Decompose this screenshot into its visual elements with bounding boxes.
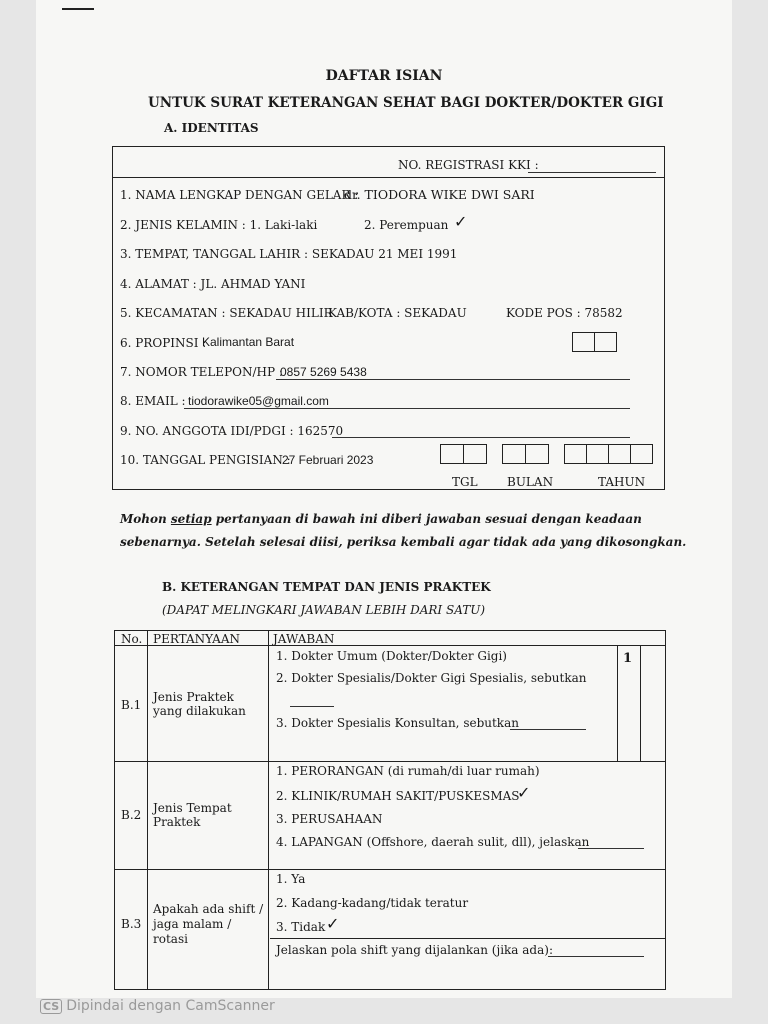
b1-answer-1[interactable]: 1. Dokter Umum (Dokter/Dokter Gigi) <box>276 649 507 663</box>
email-label: 8. EMAIL : <box>120 394 186 408</box>
b3-answer-explain[interactable]: Jelaskan pola shift yang dijalankan (jika ada): <box>276 943 553 957</box>
b1-answer-3-blank[interactable] <box>510 729 586 730</box>
table-header-question: PERTANYAAN <box>153 632 240 646</box>
section-b-heading: B. KETERANGAN TEMPAT DAN JENIS PRAKTEK <box>162 580 491 594</box>
postal-code-info: KODE POS : 78582 <box>506 306 623 320</box>
b3-answer-2[interactable]: 2. Kadang-kadang/tidak teratur <box>276 896 469 910</box>
b3-explain-blank[interactable] <box>548 956 644 957</box>
member-underline <box>332 437 630 438</box>
gender-check-mark: ✓ <box>454 212 468 231</box>
b3-inner-divider <box>270 938 665 939</box>
table-col-divider-2 <box>268 630 269 989</box>
b1-answer-3[interactable]: 3. Dokter Spesialis Konsultan, sebutkan <box>276 716 519 730</box>
email-value[interactable]: tiodorawike05@gmail.com <box>188 394 329 408</box>
b2-question: Jenis Tempat Praktek <box>153 801 232 829</box>
b1-answer-2[interactable]: 2. Dokter Spesialis/Dokter Gigi Spesialis, sebutkan <box>276 671 587 685</box>
b3-question: Apakah ada shift / jaga malam / rotasi <box>153 902 264 946</box>
camscanner-text: Dipindai dengan CamScanner <box>66 998 275 1014</box>
fill-date-value[interactable]: 27 Februari 2023 <box>282 453 374 467</box>
camscanner-logo: CS <box>40 999 62 1014</box>
date-year-box-2[interactable] <box>586 444 609 464</box>
city-info: KAB/KOTA : SEKADAU <box>328 306 467 320</box>
registration-label: NO. REGISTRASI KKI : <box>398 158 539 172</box>
name-value[interactable]: dr. TIODORA WIKE DWI SARI <box>344 187 535 202</box>
instruction-line-2: sebenarnya. Setelah selesai diisi, periksa kembali agar tidak ada yang dikosongkan. <box>120 535 687 549</box>
table-row-divider-1 <box>114 761 665 762</box>
table-col-divider-1 <box>147 630 148 989</box>
date-day-box-2[interactable] <box>463 444 487 464</box>
date-year-box-1[interactable] <box>564 444 587 464</box>
member-number: 9. NO. ANGGOTA IDI/PDGI : 162570 <box>120 424 344 438</box>
province-code-box-1[interactable] <box>572 332 595 352</box>
gender-option-female[interactable]: 2. Perempuan <box>364 218 449 232</box>
b2-answer-1[interactable]: 1. PERORANGAN (di rumah/di luar rumah) <box>276 764 540 778</box>
name-label: 1. NAMA LENGKAP DENGAN GELAR : <box>120 188 359 202</box>
table-header-answer: JAWABAN <box>273 632 335 646</box>
b2-answer-2[interactable]: 2. KLINIK/RUMAH SAKIT/PUSKESMAS <box>276 789 520 803</box>
b1-answer-2-blank[interactable] <box>290 706 334 707</box>
document-subtitle: UNTUK SURAT KETERANGAN SEHAT BAGI DOKTER/DOKTER GIGI <box>148 95 664 111</box>
b3-check-mark: ✓ <box>326 914 340 933</box>
b1-answer-mark: 1 <box>623 651 633 666</box>
district-info: 5. KECAMATAN : SEKADAU HILIR <box>120 306 333 320</box>
b1-mark-col-right <box>640 645 641 761</box>
b2-answer-3[interactable]: 3. PERUSAHAAN <box>276 812 383 826</box>
date-year-box-4[interactable] <box>630 444 653 464</box>
province-value[interactable]: Kalimantan Barat <box>202 335 295 349</box>
b2-check-mark: ✓ <box>517 783 531 802</box>
date-day-box-1[interactable] <box>440 444 464 464</box>
instruction-line-1: Mohon setiap pertanyaan di bawah ini diberi jawaban sesuai dengan keadaan <box>120 512 642 526</box>
section-a-heading: A. IDENTITAS <box>164 121 259 135</box>
date-month-box-1[interactable] <box>502 444 526 464</box>
b1-question: Jenis Praktek yang dilakukan <box>153 690 246 718</box>
table-header-no: No. <box>121 632 143 646</box>
b2-number: B.2 <box>121 808 142 822</box>
date-month-box-2[interactable] <box>525 444 549 464</box>
date-bulan-caption: BULAN <box>507 475 554 489</box>
camscanner-watermark <box>40 998 275 1014</box>
phone-label: 7. NOMOR TELEPON/HP : <box>120 365 283 379</box>
gender-label: 2. JENIS KELAMIN : 1. Laki-laki <box>120 218 318 232</box>
scan-mark <box>62 8 94 10</box>
b1-mark-col-left <box>617 645 618 761</box>
b2-answer-4-blank[interactable] <box>578 848 644 849</box>
email-underline <box>184 408 630 409</box>
date-tgl-caption: TGL <box>452 475 478 489</box>
b1-number: B.1 <box>121 698 142 712</box>
b3-answer-1[interactable]: 1. Ya <box>276 872 306 886</box>
section-b-note: (DAPAT MELINGKARI JAWABAN LEBIH DARI SATU) <box>162 603 486 617</box>
province-label: 6. PROPINSI : <box>120 336 207 350</box>
table-row-divider-2 <box>114 869 665 870</box>
document-title: DAFTAR ISIAN <box>325 68 443 84</box>
b3-answer-3[interactable]: 3. Tidak <box>276 920 326 934</box>
address-info: 4. ALAMAT : JL. AHMAD YANI <box>120 277 306 291</box>
b3-number: B.3 <box>121 917 142 931</box>
fill-date-label: 10. TANGGAL PENGISIAN : <box>120 453 291 467</box>
phone-underline <box>276 379 630 380</box>
date-tahun-caption: TAHUN <box>598 475 646 489</box>
province-code-box-2[interactable] <box>594 332 617 352</box>
birth-info: 3. TEMPAT, TANGGAL LAHIR : SEKADAU 21 MEI 1991 <box>120 247 458 261</box>
date-year-box-3[interactable] <box>608 444 631 464</box>
phone-value[interactable]: 0857 5269 5438 <box>280 365 367 379</box>
b2-answer-4[interactable]: 4. LAPANGAN (Offshore, daerah sulit, dll), jelaskan <box>276 835 590 849</box>
identity-header-divider <box>112 177 664 178</box>
registration-field[interactable] <box>528 172 656 173</box>
